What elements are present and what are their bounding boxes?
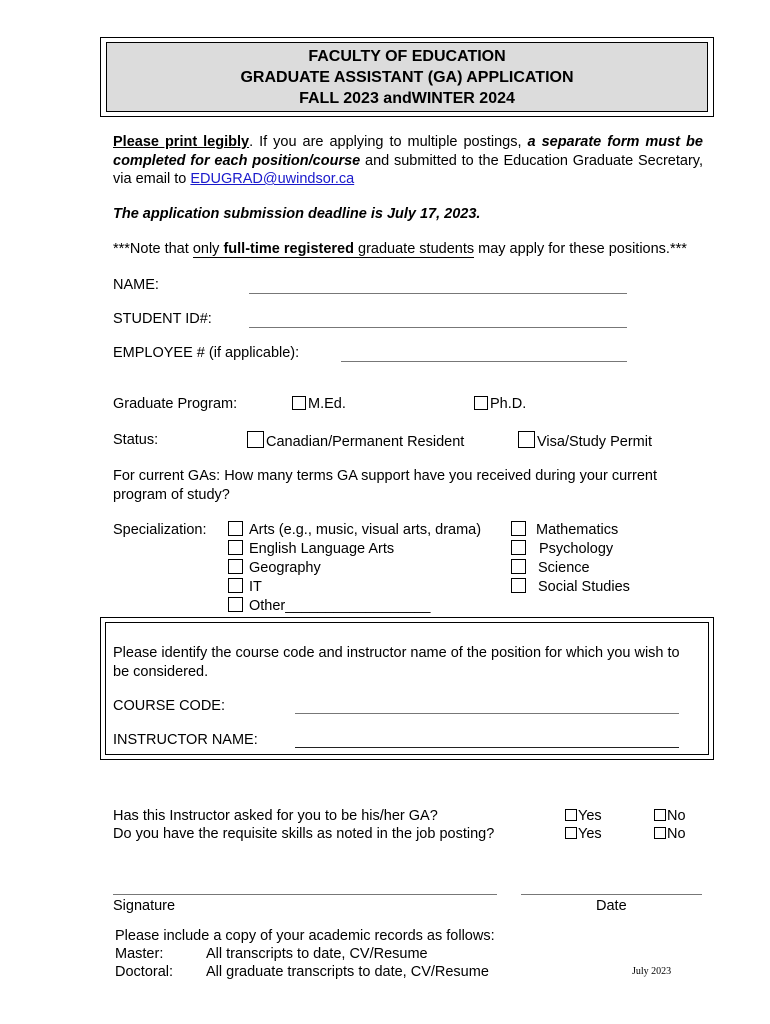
employee-label: EMPLOYEE # (if applicable): (113, 345, 300, 361)
spec-english[interactable] (228, 540, 481, 559)
program-option-med[interactable] (292, 396, 346, 412)
spec-science[interactable] (511, 559, 630, 578)
social-studies-label: Social Studies (538, 579, 630, 595)
email-link[interactable]: EDUGRAD@uwindsor.ca (190, 171, 355, 187)
course-instructions: Please identify the course code and instructor name of the position for which you wish to be considered. (113, 645, 680, 680)
name-label: NAME: (113, 277, 159, 293)
footer-date: July 2023 (632, 966, 672, 977)
signature-field[interactable] (113, 894, 497, 895)
spec-social-studies[interactable] (511, 578, 630, 597)
science-label: Science (538, 560, 590, 576)
program-label: Graduate Program: (113, 396, 238, 412)
visa-label: Visa/Study Permit (537, 434, 652, 450)
visa-checkbox[interactable] (518, 431, 535, 448)
q2-yes-checkbox[interactable] (565, 827, 577, 839)
note-fulltime: full-time registered (223, 241, 354, 257)
geography-label: Geography (249, 560, 321, 576)
arts-label: Arts (e.g., music, visual arts, drama) (249, 522, 482, 538)
q2-no-checkbox[interactable] (654, 827, 666, 839)
question-instructor-asked: Has this Instructor asked for you to be his/her GA? (113, 808, 438, 824)
records-master-text: All transcripts to date, CV/Resume (206, 946, 428, 962)
q1-no-checkbox[interactable] (654, 809, 666, 821)
q1-no-option[interactable] (654, 808, 686, 824)
spec-psychology[interactable] (511, 540, 630, 559)
student-id-label: STUDENT ID#: (113, 311, 212, 327)
note-prefix: ***Note that (113, 241, 193, 257)
arts-checkbox[interactable] (228, 521, 243, 536)
signature-label: Signature (113, 898, 176, 914)
note-students: graduate students (353, 241, 475, 257)
spec-it[interactable] (228, 578, 481, 597)
instructor-name-label: INSTRUCTOR NAME: (113, 732, 258, 748)
specialization-left-column (228, 521, 481, 616)
form-header (100, 37, 714, 117)
fulltime-note (113, 241, 687, 257)
phd-checkbox[interactable] (474, 396, 488, 410)
note-only: only (192, 241, 224, 257)
spec-geography[interactable] (228, 559, 481, 578)
date-field[interactable] (521, 894, 702, 895)
psychology-label: Psychology (539, 541, 614, 557)
med-checkbox[interactable] (292, 396, 306, 410)
student-id-field[interactable] (249, 327, 627, 328)
instructor-name-field[interactable] (295, 747, 679, 748)
spec-arts[interactable] (228, 521, 481, 540)
science-checkbox[interactable] (511, 559, 526, 574)
records-intro: Please include a copy of your academic records as follows: (115, 928, 495, 944)
intro-paragraph (113, 133, 703, 189)
specialization-label: Specialization: (113, 522, 207, 538)
psychology-checkbox[interactable] (511, 540, 526, 555)
geography-checkbox[interactable] (228, 559, 243, 574)
q1-yes-label: Yes (578, 808, 602, 824)
q1-yes-option[interactable] (565, 808, 602, 824)
name-field[interactable] (249, 293, 627, 294)
note-suffix: may apply for these positions.*** (474, 241, 687, 257)
ga-terms-question: For current GAs: How many terms GA support have you received during your current program of study? (113, 468, 657, 503)
header-title: GRADUATE ASSISTANT (GA) APPLICATION (240, 68, 574, 86)
other-checkbox[interactable] (228, 597, 243, 612)
note-underlined (193, 241, 474, 258)
form-header-inner (106, 42, 708, 112)
it-checkbox[interactable] (228, 578, 243, 593)
program-option-phd[interactable] (474, 396, 526, 412)
q1-yes-checkbox[interactable] (565, 809, 577, 821)
course-code-label: COURSE CODE: (113, 698, 225, 714)
q2-no-option[interactable] (654, 826, 686, 842)
english-checkbox[interactable] (228, 540, 243, 555)
q2-yes-label: Yes (578, 826, 602, 842)
spec-mathematics[interactable] (511, 521, 630, 540)
med-label: M.Ed. (308, 396, 346, 412)
separate-form-text: a separate form must be completed for each position/course (113, 134, 703, 169)
intro-text-1: . If you are applying to multiple postings, (249, 134, 528, 150)
records-doctoral-text: All graduate transcripts to date, CV/Resume (206, 964, 489, 980)
specialization-right-column (511, 521, 630, 597)
spec-other[interactable] (228, 597, 481, 616)
question-requisite-skills: Do you have the requisite skills as noted in the job posting? (113, 826, 495, 842)
employee-field[interactable] (341, 361, 627, 362)
status-option-canadian[interactable] (247, 431, 464, 450)
canadian-checkbox[interactable] (247, 431, 264, 448)
other-label: Other__________________ (249, 598, 431, 614)
status-label: Status: (113, 432, 159, 448)
header-faculty: FACULTY OF EDUCATION (308, 47, 506, 65)
date-label: Date (596, 898, 627, 914)
deadline-text: The application submission deadline is July 17, 2023. (113, 206, 481, 222)
course-code-field[interactable] (295, 713, 679, 714)
intro-text-2: and submitted to the Education Graduate Secretary, via email to (113, 152, 703, 187)
mathematics-label: Mathematics (536, 522, 619, 538)
print-legibly-text: Please print legibly (113, 134, 250, 150)
english-label: English Language Arts (249, 541, 395, 557)
records-master-label: Master: (115, 946, 164, 962)
it-label: IT (249, 579, 262, 595)
phd-label: Ph.D. (490, 396, 527, 412)
q2-yes-option[interactable] (565, 826, 602, 842)
mathematics-checkbox[interactable] (511, 521, 526, 536)
header-term: FALL 2023 andWINTER 2024 (299, 89, 515, 107)
canadian-label: Canadian/Permanent Resident (266, 434, 465, 450)
q2-no-label: No (667, 826, 686, 842)
status-option-visa[interactable] (518, 431, 652, 450)
q1-no-label: No (667, 808, 686, 824)
social-studies-checkbox[interactable] (511, 578, 526, 593)
records-doctoral-label: Doctoral: (115, 964, 174, 980)
